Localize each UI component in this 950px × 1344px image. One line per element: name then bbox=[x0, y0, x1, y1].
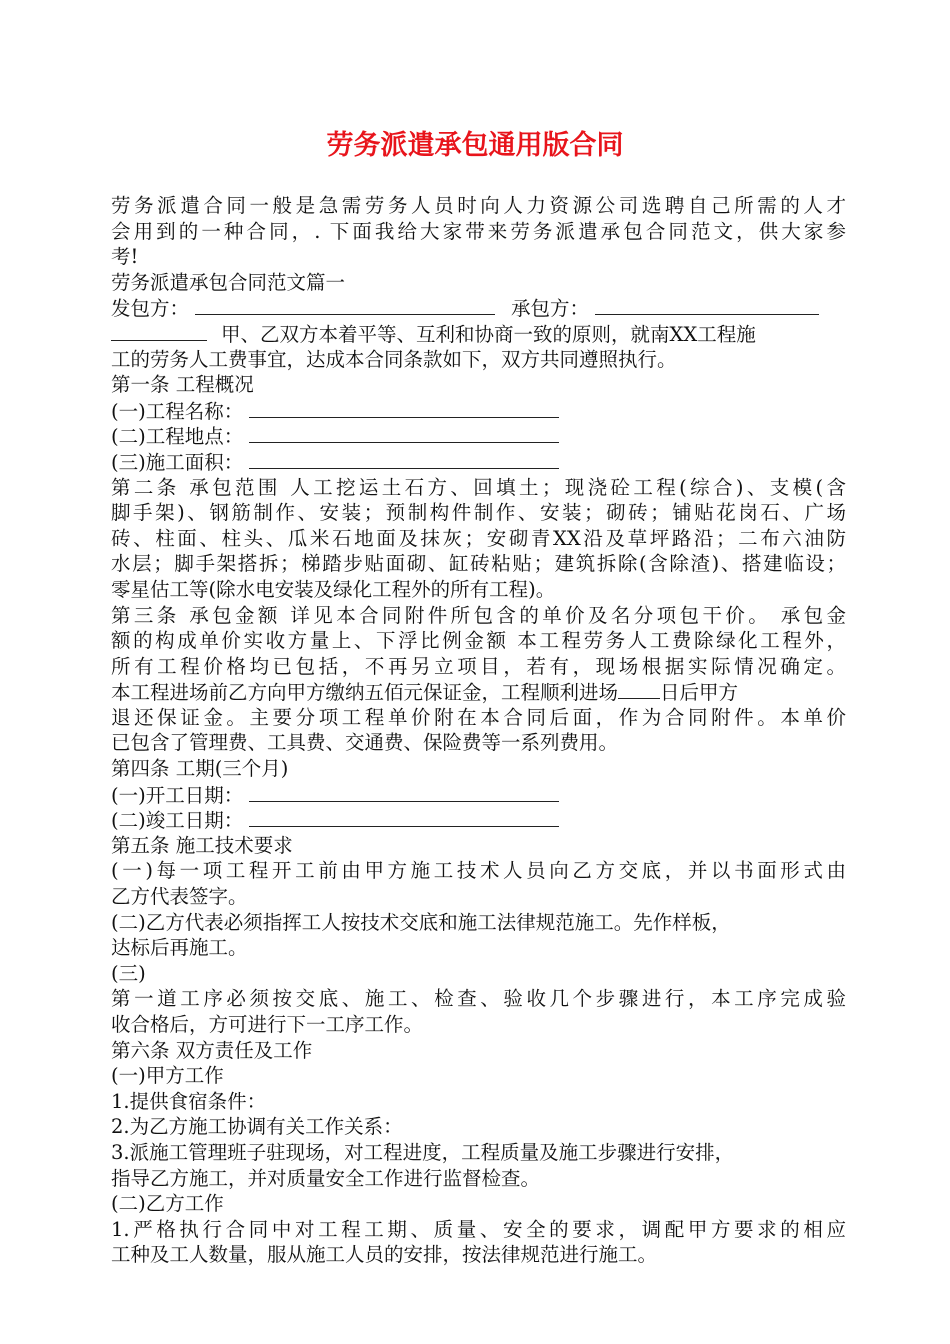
section-heading: 劳务派遣承包合同范文篇一 bbox=[111, 270, 346, 294]
preamble-line bbox=[111, 321, 846, 347]
project-name-blank[interactable] bbox=[249, 398, 559, 418]
days-blank[interactable] bbox=[618, 679, 660, 699]
parties-line bbox=[111, 295, 846, 321]
start-date-blank[interactable] bbox=[249, 782, 559, 802]
party-b-blank[interactable] bbox=[595, 295, 819, 315]
article2-line: 第二条 承包范围 人工挖运土石方、回填土；现浇砼工程(综合)、支模(含 bbox=[111, 475, 846, 499]
deposit-line bbox=[111, 679, 846, 705]
field-label: (一)开工日期： bbox=[111, 783, 244, 807]
completion-date-blank[interactable] bbox=[249, 807, 559, 827]
article6-line: 1.提供食宿条件： bbox=[111, 1089, 267, 1113]
construction-area-blank[interactable] bbox=[249, 449, 559, 469]
article2-line: 脚手架)、钢筋制作、安装；预制构件制作、安装；砌砖；铺贴花岗石、广场 bbox=[111, 501, 846, 525]
field-label: (二)竣工日期： bbox=[111, 809, 244, 833]
field-label: (二)工程地点： bbox=[111, 425, 244, 449]
field-label: (一)工程名称： bbox=[111, 399, 244, 423]
article6-line: 1.严格执行合同中对工程工期、质量、安全的要求，调配甲方要求的相应 bbox=[111, 1217, 846, 1241]
article3-line: 第三条 承包金额 详见本合同附件所包含的单价及名分项包干价。 承包金 bbox=[111, 603, 846, 627]
article-heading: 第五条 施工技术要求 bbox=[111, 833, 293, 857]
field-project-name bbox=[111, 398, 846, 424]
field-start-date bbox=[111, 782, 846, 808]
party-b-blank-continued[interactable] bbox=[111, 321, 207, 341]
deposit-text-start: 本工程进场前乙方向甲方缴纳五佰元保证金，工程顺利进场 bbox=[111, 681, 619, 705]
preamble-line: 工的劳务人工费事宜，达成本合同条款如下，双方共同遵照执行。 bbox=[111, 347, 677, 371]
article2-line: 零星估工等(除水电安装及绿化工程外的所有工程)。 bbox=[111, 577, 556, 601]
article6-line: 工种及工人数量，服从施工人员的安排，按法律规范进行施工。 bbox=[111, 1243, 658, 1267]
intro-line: 会用到的一种合同，. 下面我给大家带来劳务派遣承包合同范文，供大家参 bbox=[111, 219, 846, 243]
party-b-label: 承包方： bbox=[511, 297, 590, 321]
article6-line: (一)甲方工作 bbox=[111, 1064, 224, 1088]
intro-line: 考! bbox=[111, 245, 139, 269]
party-a-label: 发包方： bbox=[111, 297, 190, 321]
article3-line: 退还保证金。主要分项工程单价附在本合同后面，作为合同附件。本单价 bbox=[111, 705, 846, 729]
article6-line: (二)乙方工作 bbox=[111, 1192, 224, 1216]
article5-line: 乙方代表签字。 bbox=[111, 885, 248, 909]
field-label: (三)施工面积： bbox=[111, 450, 244, 474]
deposit-text-end: 日后甲方 bbox=[660, 681, 739, 705]
article5-line: 第一道工序必须按交底、施工、检查、验收几个步骤进行，本工序完成验 bbox=[111, 987, 846, 1011]
document-body bbox=[111, 193, 846, 1268]
article6-line: 3.派施工管理班子驻现场，对工程进度，工程质量及施工步骤进行安排， bbox=[111, 1140, 735, 1164]
article6-line: 2.为乙方施工协调有关工作关系： bbox=[111, 1115, 403, 1139]
article2-line: 水层；脚手架搭拆；梯踏步贴面砌、缸砖粘贴；建筑拆除(含除渣)、搭建临设； bbox=[111, 552, 846, 576]
article5-line: (二)乙方代表必须指挥工人按技术交底和施工法律规范施工。先作样板， bbox=[111, 910, 731, 934]
article6-line: 指导乙方施工，并对质量安全工作进行监督检查。 bbox=[111, 1166, 541, 1190]
article2-line: 砖、柱面、柱头、瓜米石地面及抹灰；安砌青XX沿及草坪路沿；二布六油防 bbox=[111, 526, 846, 550]
article3-line: 所有工程价格均已包括，不再另立项目，若有，现场根据实际情况确定。 bbox=[111, 654, 846, 678]
field-construction-area bbox=[111, 449, 846, 475]
article-heading: 第四条 工期(三个月) bbox=[111, 757, 289, 781]
field-completion-date bbox=[111, 807, 846, 833]
article3-line: 额的构成单价实收方量上、下浮比例金额 本工程劳务人工费除绿化工程外， bbox=[111, 629, 846, 653]
project-location-blank[interactable] bbox=[249, 423, 559, 443]
article5-line: (一)每一项工程开工前由甲方施工技术人员向乙方交底，并以书面形式由 bbox=[111, 859, 846, 883]
article5-line: (三) bbox=[111, 961, 146, 985]
article5-line: 收合格后，方可进行下一工序工作。 bbox=[111, 1013, 424, 1036]
article5-line: 达标后再施工。 bbox=[111, 936, 248, 960]
field-project-location bbox=[111, 423, 846, 449]
article3-line: 已包含了管理费、工具费、交通费、保险费等一系列费用。 bbox=[111, 731, 619, 755]
party-a-blank[interactable] bbox=[195, 295, 495, 315]
article-heading: 第一条 工程概况 bbox=[111, 373, 254, 397]
article-heading: 第六条 双方责任及工作 bbox=[111, 1038, 313, 1062]
intro-line: 劳务派遣合同一般是急需劳务人员时向人力资源公司选聘自己所需的人才 bbox=[111, 194, 846, 217]
document-title: 劳务派遣承包通用版合同 bbox=[326, 130, 624, 161]
preamble-text: 甲、乙双方本着平等、互利和协商一致的原则，就南XX工程施 bbox=[221, 322, 756, 346]
